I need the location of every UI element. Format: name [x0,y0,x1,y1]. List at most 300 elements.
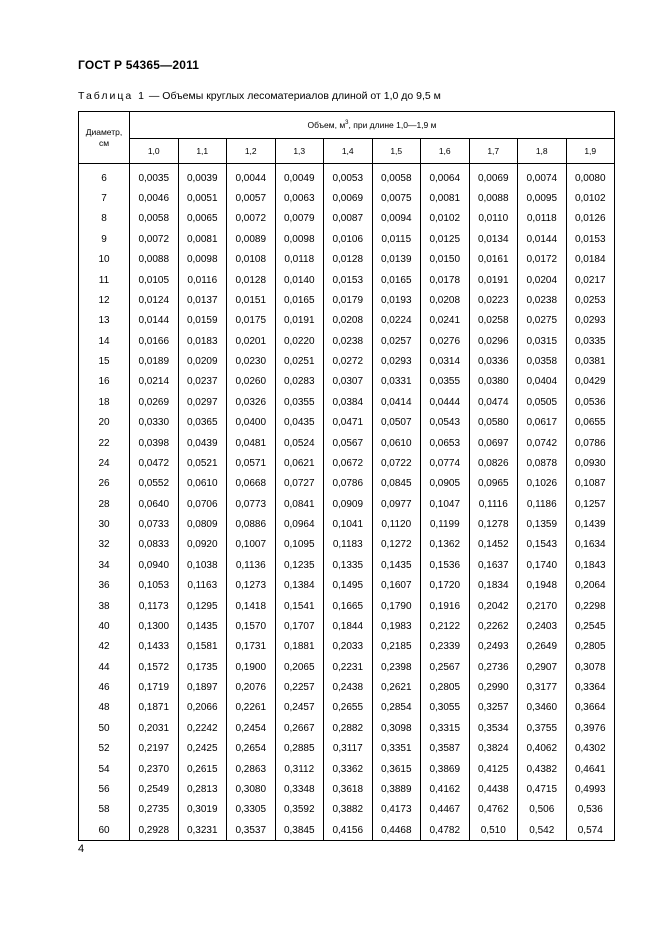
volume-cell: 0,0543 [421,413,470,433]
diameter-cell: 36 [79,576,130,596]
volume-cell: 0,0610 [372,433,421,453]
volume-cell: 0,3177 [518,677,567,697]
volume-cell: 0,0283 [275,372,324,392]
volume-cell: 0,0238 [518,290,567,310]
volume-cell: 0,1897 [178,677,227,697]
volume-cell: 0,0809 [178,514,227,534]
volume-cell: 0,1120 [372,514,421,534]
diameter-header-line1: Диаметр, [85,126,123,137]
diameter-cell: 16 [79,372,130,392]
volume-cell: 0,3664 [566,698,615,718]
volume-cell: 0,0081 [421,188,470,208]
volume-cell: 0,3755 [518,718,567,738]
volume-cell: 0,3112 [275,759,324,779]
volume-cell: 0,0165 [275,290,324,310]
volume-cell: 0,1495 [324,576,373,596]
volume-cell: 0,2655 [324,698,373,718]
volume-cell: 0,0330 [130,413,179,433]
volume-cell: 0,2064 [566,576,615,596]
table-row [79,311,615,331]
volume-cell: 0,4467 [421,800,470,820]
volume-cell: 0,0058 [372,164,421,189]
volume-cell: 0,1731 [227,637,276,657]
volume-cell: 0,4715 [518,779,567,799]
volume-cell: 0,1362 [421,535,470,555]
volume-cell: 0,0201 [227,331,276,351]
volume-cell: 0,1384 [275,576,324,596]
volume-cell: 0,0102 [421,209,470,229]
volume-cell: 0,0087 [324,209,373,229]
volume-cell: 0,0297 [178,392,227,412]
volume-cell: 0,0081 [178,229,227,249]
volume-cell: 0,1452 [469,535,518,555]
volume-cell: 0,2990 [469,677,518,697]
volume-cell: 0,1053 [130,576,179,596]
volume-cell: 0,0150 [421,250,470,270]
volume-cell: 0,0098 [275,229,324,249]
volume-cell: 0,1116 [469,494,518,514]
table-row [79,535,615,555]
volume-cell: 0,1543 [518,535,567,555]
volume-cell: 0,0137 [178,290,227,310]
volume-cell: 0,0106 [324,229,373,249]
volume-cell: 0,0964 [275,514,324,534]
volume-cell: 0,1257 [566,494,615,514]
table-caption-text: — Объемы круглых лесоматериалов длиной от 1,0 до 9,5 м [145,90,441,102]
table-row [79,800,615,820]
volume-cell: 0,0184 [566,250,615,270]
volume-cell: 0,1335 [324,555,373,575]
volume-cell: 0,3869 [421,759,470,779]
table-row [79,392,615,412]
volume-cell: 0,3257 [469,698,518,718]
volume-cell: 0,4062 [518,739,567,759]
table-row [79,229,615,249]
diameter-cell: 10 [79,250,130,270]
volume-cell: 0,0217 [566,270,615,290]
volume-cell: 0,0610 [178,474,227,494]
volume-cell: 0,0878 [518,453,567,473]
volume-cell: 0,0414 [372,392,421,412]
volume-cell: 0,0398 [130,433,179,453]
volume-cell: 0,0365 [178,413,227,433]
volume-cell: 0,0833 [130,535,179,555]
volume-cell: 0,3537 [227,820,276,841]
volume-cell: 0,0209 [178,351,227,371]
volume-cell: 0,0165 [372,270,421,290]
volume-cell: 0,0159 [178,311,227,331]
volume-cell: 0,1087 [566,474,615,494]
diameter-cell: 22 [79,433,130,453]
volume-cell: 0,4993 [566,779,615,799]
length-header-cell: 1,3 [275,139,324,164]
volume-cell: 0,0524 [275,433,324,453]
volume-cell: 0,1844 [324,616,373,636]
volume-cell: 0,1570 [227,616,276,636]
volume-cell: 0,0260 [227,372,276,392]
table-row [79,164,615,189]
volume-cell: 0,0536 [566,392,615,412]
volume-cell: 0,1707 [275,616,324,636]
volume-cell: 0,3889 [372,779,421,799]
diameter-cell: 48 [79,698,130,718]
volume-cell: 0,2425 [178,739,227,759]
volume-cell: 0,0230 [227,351,276,371]
volume-cell: 0,3078 [566,657,615,677]
volume-cell: 0,0115 [372,229,421,249]
volume-cell: 0,0774 [421,453,470,473]
volume-cell: 0,0429 [566,372,615,392]
volume-cell: 0,0521 [178,453,227,473]
diameter-cell: 15 [79,351,130,371]
volume-cell: 0,3080 [227,779,276,799]
volume-cell: 0,2170 [518,596,567,616]
length-header-row [79,139,615,164]
diameter-cell: 12 [79,290,130,310]
diameter-cell: 7 [79,188,130,208]
volume-cell: 0,1607 [372,576,421,596]
volume-cell: 0,2667 [275,718,324,738]
table-caption-prefix: Таблица 1 [78,90,146,102]
diameter-cell: 38 [79,596,130,616]
volume-cell: 0,0175 [227,311,276,331]
volume-cell: 0,0335 [566,331,615,351]
volume-cell: 0,2231 [324,657,373,677]
volume-cell: 0,0075 [372,188,421,208]
table-row [79,739,615,759]
volume-cell: 0,2654 [227,739,276,759]
diameter-cell: 52 [79,739,130,759]
volume-cell: 0,0331 [372,372,421,392]
volume-cell: 0,1948 [518,576,567,596]
volume-cell: 0,0193 [372,290,421,310]
volume-cell: 0,1983 [372,616,421,636]
table-row [79,474,615,494]
volume-cell: 0,2242 [178,718,227,738]
volume-cell: 0,2813 [178,779,227,799]
volume-cell: 0,1900 [227,657,276,677]
diameter-cell: 60 [79,820,130,841]
volume-cell: 0,1026 [518,474,567,494]
volume-cell: 0,1581 [178,637,227,657]
volume-cell: 0,2493 [469,637,518,657]
volume-cell: 0,3882 [324,800,373,820]
volume-cell: 0,0118 [275,250,324,270]
diameter-cell: 42 [79,637,130,657]
volume-cell: 0,1435 [178,616,227,636]
table-row [79,698,615,718]
volume-cell: 0,0064 [421,164,470,189]
volume-cell: 0,3231 [178,820,227,841]
volume-cell: 0,2185 [372,637,421,657]
table-row [79,759,615,779]
volume-cell: 0,2370 [130,759,179,779]
volume-cell: 0,2065 [275,657,324,677]
volume-cell: 0,2735 [130,800,179,820]
volume-cell: 0,0404 [518,372,567,392]
volume-cell: 0,1418 [227,596,276,616]
volume-cell: 0,0072 [227,209,276,229]
diameter-cell: 24 [79,453,130,473]
volume-cell: 0,2805 [421,677,470,697]
volume-cell: 0,0128 [227,270,276,290]
volume-cell: 0,0058 [130,209,179,229]
volume-cell: 0,0909 [324,494,373,514]
volume-cell: 0,0191 [275,311,324,331]
diameter-cell: 56 [79,779,130,799]
volume-table [78,111,615,841]
volume-cell: 0,3055 [421,698,470,718]
length-header-cell: 1,6 [421,139,470,164]
volume-cell: 0,0358 [518,351,567,371]
volume-cell: 0,0125 [421,229,470,249]
volume-cell: 0,1916 [421,596,470,616]
volume-cell: 0,0253 [566,290,615,310]
volume-cell: 0,1183 [324,535,373,555]
volume-cell: 0,0208 [324,311,373,331]
document-header: ГОСТ Р 54365—2011 [78,58,200,72]
table-row [79,637,615,657]
table-row [79,555,615,575]
table-row [79,372,615,392]
diameter-cell: 30 [79,514,130,534]
volume-cell: 0,0089 [227,229,276,249]
volume-cell: 0,2197 [130,739,179,759]
volume-header-sup: 3 [345,120,349,127]
volume-cell: 0,1235 [275,555,324,575]
volume-cell: 0,0580 [469,413,518,433]
volume-cell: 0,0094 [372,209,421,229]
volume-cell: 0,0326 [227,392,276,412]
volume-cell: 0,0116 [178,270,227,290]
volume-cell: 0,0153 [566,229,615,249]
volume-cell: 0,0069 [469,164,518,189]
volume-cell: 0,1720 [421,576,470,596]
volume-cell: 0,0727 [275,474,324,494]
volume-cell: 0,1041 [324,514,373,534]
volume-cell: 0,0124 [130,290,179,310]
volume-cell: 0,1871 [130,698,179,718]
table-row [79,290,615,310]
volume-cell: 0,0144 [130,311,179,331]
volume-cell: 0,0355 [421,372,470,392]
volume-cell: 0,0722 [372,453,421,473]
volume-cell: 0,2885 [275,739,324,759]
volume-cell: 0,0269 [130,392,179,412]
table-row [79,188,615,208]
table-row [79,270,615,290]
table-row [79,576,615,596]
diameter-cell: 54 [79,759,130,779]
diameter-cell: 13 [79,311,130,331]
volume-cell: 0,0220 [275,331,324,351]
volume-cell: 0,0105 [130,270,179,290]
volume-cell: 0,0178 [421,270,470,290]
volume-cell: 0,0049 [275,164,324,189]
volume-cell: 0,0144 [518,229,567,249]
volume-cell: 0,2454 [227,718,276,738]
volume-cell: 0,0653 [421,433,470,453]
volume-cell: 0,2549 [130,779,179,799]
diameter-cell: 34 [79,555,130,575]
volume-cell: 0,0110 [469,209,518,229]
volume-cell: 0,2398 [372,657,421,677]
volume-cell: 0,0920 [178,535,227,555]
table-row [79,677,615,697]
diameter-cell: 44 [79,657,130,677]
volume-cell: 0,0314 [421,351,470,371]
volume-cell: 0,1433 [130,637,179,657]
volume-cell: 0,2615 [178,759,227,779]
volume-cell: 0,3351 [372,739,421,759]
volume-cell: 0,3460 [518,698,567,718]
volume-cell: 0,2854 [372,698,421,718]
diameter-header [79,112,130,164]
volume-cell: 0,4302 [566,739,615,759]
volume-cell: 0,1843 [566,555,615,575]
volume-cell: 0,0786 [324,474,373,494]
volume-cell: 0,0435 [275,413,324,433]
volume-cell: 0,0706 [178,494,227,514]
volume-cell: 0,1634 [566,535,615,555]
volume-cell: 0,0293 [566,311,615,331]
volume-cell: 0,3615 [372,759,421,779]
volume-cell: 0,0179 [324,290,373,310]
volume-cell: 0,0051 [178,188,227,208]
volume-cell: 0,0102 [566,188,615,208]
volume-cell: 0,1007 [227,535,276,555]
volume-cell: 0,0074 [518,164,567,189]
volume-cell: 0,0930 [566,453,615,473]
diameter-cell: 46 [79,677,130,697]
volume-cell: 0,0380 [469,372,518,392]
volume-cell: 0,0088 [130,250,179,270]
volume-cell: 0,574 [566,820,615,841]
volume-cell: 0,0355 [275,392,324,412]
volume-cell: 0,2122 [421,616,470,636]
volume-cell: 0,2805 [566,637,615,657]
table-row [79,596,615,616]
volume-cell: 0,3315 [421,718,470,738]
volume-cell: 0,0183 [178,331,227,351]
volume-cell: 0,2736 [469,657,518,677]
table-row [79,494,615,514]
volume-cell: 0,0505 [518,392,567,412]
volume-cell: 0,2438 [324,677,373,697]
volume-cell: 0,1637 [469,555,518,575]
diameter-cell: 58 [79,800,130,820]
volume-cell: 0,0507 [372,413,421,433]
volume-cell: 0,0733 [130,514,179,534]
volume-cell: 0,0095 [518,188,567,208]
volume-cell: 0,3019 [178,800,227,820]
volume-cell: 0,506 [518,800,567,820]
volume-cell: 0,0905 [421,474,470,494]
volume-cell: 0,1173 [130,596,179,616]
table-row [79,453,615,473]
volume-cell: 0,0444 [421,392,470,412]
volume-cell: 0,2621 [372,677,421,697]
table-row [79,779,615,799]
volume-cell: 0,0384 [324,392,373,412]
volume-cell: 0,3364 [566,677,615,697]
diameter-cell: 14 [79,331,130,351]
volume-cell: 0,1572 [130,657,179,677]
volume-cell: 0,2066 [178,698,227,718]
diameter-cell: 28 [79,494,130,514]
volume-cell: 0,2545 [566,616,615,636]
volume-cell: 0,0224 [372,311,421,331]
volume-cell: 0,1439 [566,514,615,534]
volume-cell: 0,1300 [130,616,179,636]
length-header-cell: 1,9 [566,139,615,164]
volume-cell: 0,0039 [178,164,227,189]
volume-cell: 0,0841 [275,494,324,514]
volume-cell: 0,0474 [469,392,518,412]
volume-cell: 0,0472 [130,453,179,473]
volume-cell: 0,2863 [227,759,276,779]
diameter-cell: 32 [79,535,130,555]
table-row [79,433,615,453]
volume-cell: 0,2262 [469,616,518,636]
length-header-cell: 1,5 [372,139,421,164]
volume-cell: 0,0191 [469,270,518,290]
volume-cell: 0,0214 [130,372,179,392]
diameter-cell: 11 [79,270,130,290]
volume-cell: 0,2339 [421,637,470,657]
volume-cell: 0,0571 [227,453,276,473]
volume-cell: 0,3348 [275,779,324,799]
diameter-cell: 20 [79,413,130,433]
length-header-cell: 1,7 [469,139,518,164]
page-number: 4 [78,843,85,855]
volume-cell: 0,0161 [469,250,518,270]
volume-cell: 0,0315 [518,331,567,351]
volume-cell: 0,2076 [227,677,276,697]
volume-cell: 0,3845 [275,820,324,841]
volume-cell: 0,0617 [518,413,567,433]
volume-cell: 0,0035 [130,164,179,189]
length-header-cell: 1,4 [324,139,373,164]
volume-cell: 0,0208 [421,290,470,310]
volume-cell: 0,0098 [178,250,227,270]
volume-cell: 0,2031 [130,718,179,738]
table-caption [78,90,441,102]
volume-cell: 0,0153 [324,270,373,290]
volume-cell: 0,4641 [566,759,615,779]
volume-cell: 0,1790 [372,596,421,616]
volume-cell: 0,2257 [275,677,324,697]
volume-cell: 0,0621 [275,453,324,473]
volume-cell: 0,0276 [421,331,470,351]
volume-cell: 0,0567 [324,433,373,453]
volume-cell: 0,3362 [324,759,373,779]
volume-cell: 0,2649 [518,637,567,657]
volume-cell: 0,0189 [130,351,179,371]
volume-cell: 0,4762 [469,800,518,820]
volume-cell: 0,1541 [275,596,324,616]
volume-cell: 0,2403 [518,616,567,636]
volume-cell: 0,4162 [421,779,470,799]
volume-cell: 0,0063 [275,188,324,208]
volume-cell: 0,2907 [518,657,567,677]
table-row [79,820,615,841]
volume-cell: 0,0204 [518,270,567,290]
volume-cell: 0,542 [518,820,567,841]
volume-cell: 0,0272 [324,351,373,371]
volume-cell: 0,1536 [421,555,470,575]
volume-cell: 0,0257 [372,331,421,351]
